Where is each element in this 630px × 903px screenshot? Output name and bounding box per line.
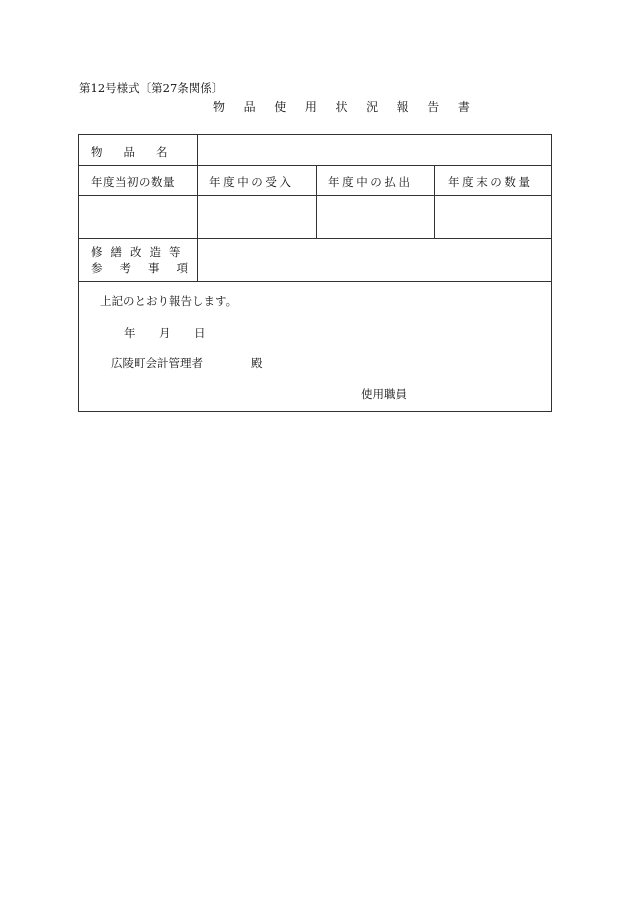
item-name-value[interactable] xyxy=(207,144,537,158)
col-header-ending-quantity: 年度末の数量 xyxy=(448,175,533,189)
date-day: 日 xyxy=(194,326,206,340)
remarks-label-line1: 修繕改造等 xyxy=(91,245,189,259)
date-year: 年 xyxy=(124,326,136,340)
reporter-label: 使用職員 xyxy=(361,387,407,401)
report-statement: 上記のとおり報告します。 xyxy=(100,294,238,308)
remarks-label-line2: 参考事項 xyxy=(91,261,205,275)
row-divider xyxy=(79,165,551,166)
item-name-label: 物品名 xyxy=(91,145,189,159)
addressee: 広陵町会計管理者 xyxy=(111,356,203,370)
document-title: 物 品 使 用 状 況 報 告 書 xyxy=(213,100,478,114)
report-form-table xyxy=(78,134,552,412)
col-header-received: 年度中の受入 xyxy=(209,175,294,189)
date-month: 月 xyxy=(159,326,171,340)
form-number-label: 第12号様式〔第27条関係〕 xyxy=(79,81,224,95)
column-divider xyxy=(316,165,317,238)
col-header-initial-quantity: 年度当初の数量 xyxy=(91,175,175,189)
row-divider xyxy=(79,238,551,239)
col-header-disbursed: 年度中の払出 xyxy=(328,175,413,189)
row-divider xyxy=(79,281,551,282)
column-divider xyxy=(434,165,435,238)
honorific: 殿 xyxy=(251,356,263,370)
row-divider xyxy=(79,195,551,196)
